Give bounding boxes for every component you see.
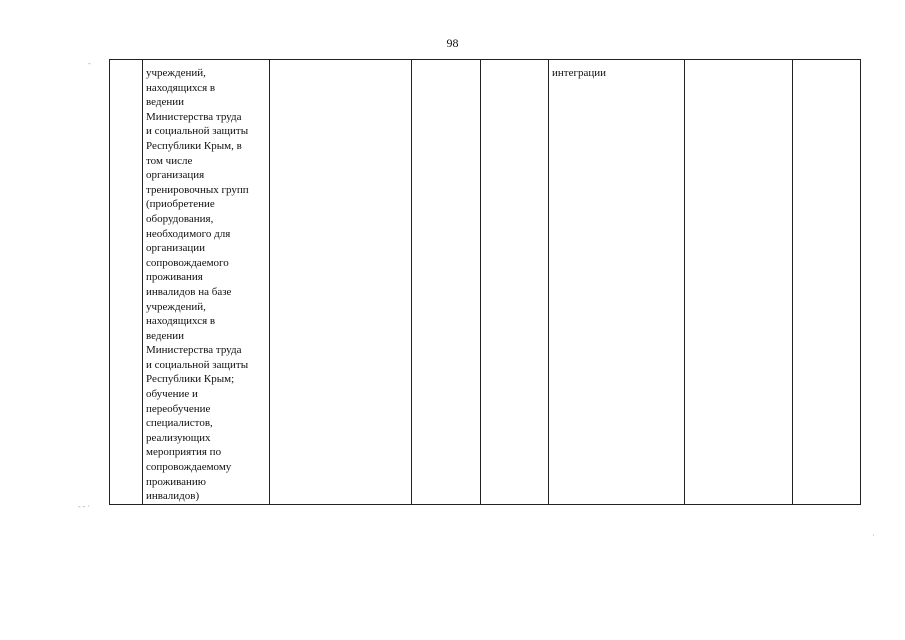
scan-speck: · [872,531,875,540]
table-cell-result [549,60,685,505]
table-cell [481,60,549,505]
table-cell [685,60,793,505]
table-cell [793,60,861,505]
scan-speck: - - · [78,502,90,511]
document-table [109,59,861,505]
page-number: 98 [446,36,459,50]
table-cell [412,60,481,505]
result-text: интеграции [552,67,607,79]
table-cell-number [110,60,143,505]
activity-text: учреждений, находящихся в ведении Министерства труда и социальной защиты Республики Крым, в том числе организация тренировочных групп (приобретение оборудования, необходимого для организации сопровождаемого проживания инвалидов на базе учреждений, находящихся в ведении Министерства труда и социальной защиты Республики Крым; обучение и переобучение специалистов, реализующих мероприятия по сопровождаемому проживанию инвалидов) [146,67,249,503]
table-cell-activity [143,60,270,505]
scan-speck: - [88,59,91,68]
table-row [110,60,861,505]
table-cell [270,60,412,505]
